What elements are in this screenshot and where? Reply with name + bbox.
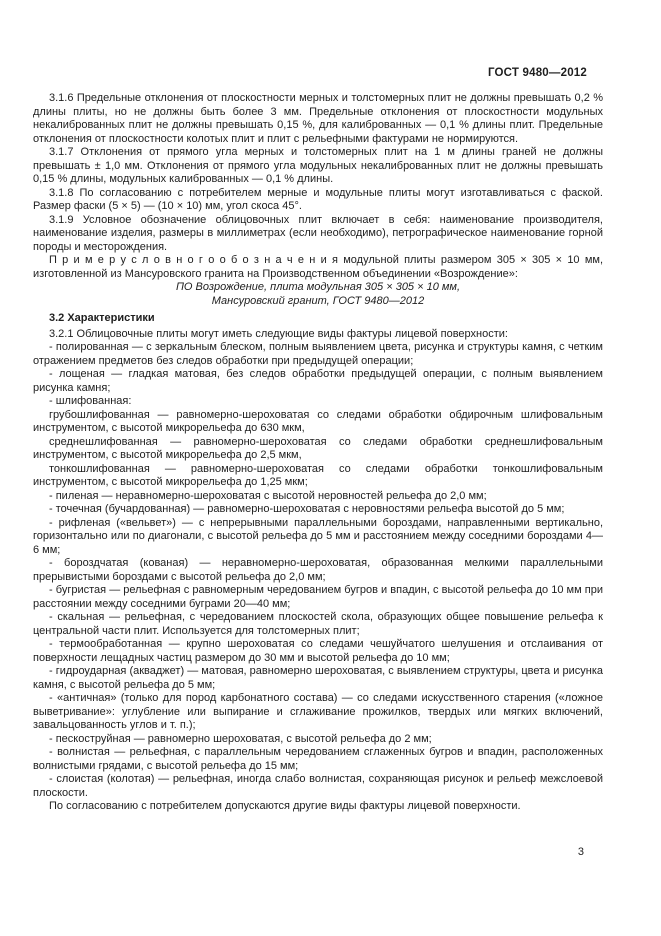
list-item-wavy: - волнистая — рельефная, с параллельным чередованием сглаженных бугров и впадин, расположенных волнистыми грядами, с высотой рельефа до 15 мм;	[33, 746, 603, 772]
page-number: 3	[577, 846, 584, 858]
clause-3-1-7: 3.1.7 Отклонения от прямого угла мерных и толстомерных плит на 1 м длины граней не должны превышать ± 1,0 мм. Отклонения от прямого угла модульных некалиброванных плит не должны превышать 0,15 % длины, модульных калиброванных — 0,1 % длины.	[33, 146, 603, 185]
list-item-layered: - слоистая (колотая) — рельефная, иногда слабо волнистая, сохраняющая рисунок и рельеф межслоевой плоскости.	[33, 773, 603, 799]
list-item-coarse-ground: грубошлифованная — равномерно-шероховатая со следами обработки обдирочным шлифовальным инструментом, с высотой микрорельефа до 630 мкм,	[33, 408, 603, 434]
list-item-antique: - «античная» (только для пород карбонатного состава) — со следами искусственного старения («ложное выветривание»: углубление или выпирание и сглаживание прожилков, твердых или мягких включений, завальцованность углов и т. п.);	[33, 692, 603, 731]
list-item-sawn: - пиленая — неравномерно-шероховатая с высотой неровностей рельефа до 2,0 мм;	[49, 489, 487, 502]
list-item-medium-ground: среднешлифованная — равномерно-шероховатая со следами обработки среднешлифовальным инструментом, с высотой микрорельефа до 2,5 мкм,	[33, 435, 603, 461]
list-item-polished: - полированная — с зеркальным блеском, полным выявлением цвета, рисунка и структуры камня, с четким отражением предметов без следов обработки при предыдущей операции;	[33, 341, 603, 367]
clause-3-1-6: 3.1.6 Предельные отклонения от плоскостности мерных и толстомерных плит не должны превышать 0,2 % длины плиты, но не должны быть более 3 мм. Предельные отклонения от плоскостности модульных некалиброванных плит не должны превышать 0,15 %, для калиброванных — 0,1 % длины плит. Предельные отклонения от плоскостности колотых плит и плит с рельефными фактурами не нормируются.	[33, 92, 603, 145]
list-item-waterjet: - гидроударная (акваджет) — матовая, равномерно шероховатая, с выявлением структуры, цвета и рисунка камня, с высотой рельефа до 5 мм;	[33, 665, 603, 691]
clause-3-2-1: 3.2.1 Облицовочные плиты могут иметь следующие виды фактуры лицевой поверхности:	[49, 327, 508, 340]
example-designation-line-2: Мансуровский гранит, ГОСТ 9480—2012	[211, 294, 425, 307]
list-item-bush-hammered: - точечная (бучардованная) — равномерно-шероховатая с неровностями рельефа высотой до 5 мм;	[49, 503, 565, 515]
document-code-header: ГОСТ 9480—2012	[487, 67, 587, 79]
list-item-heat-treated: - термообработанная — крупно шероховатая со следами чешуйчатого шелушения и отслаивания от поверхности лещадных частиц размером до 30 мм и высотой рельефа до 10 мм;	[33, 638, 603, 664]
list-item-fine-ground: тонкошлифованная — равномерно-шероховатая со следами обработки тонкошлифовальным инструментом, с высотой микрорельефа до 1,25 мкм;	[33, 462, 603, 488]
example-designation-line-1: ПО Возрождение, плита модульная 305 × 305 × 10 мм,	[175, 281, 461, 293]
list-item-honed: - лощеная — гладкая матовая, без следов обработки предыдущей операции, с полным выявлением рисунка камня;	[33, 368, 603, 394]
list-item-rock-face: - скальная — рельефная, с чередованием плоскостей скола, образующих общее повышение рельефа к центральной части плит. Используется для толстомерных плит;	[33, 611, 603, 637]
clause-3-1-8: 3.1.8 По согласованию с потребителем мерные и модульные плиты могут изготавливаться с фаской. Размер фаски (5 × 5) — (10 × 10) мм, угол скоса 45°.	[33, 186, 603, 212]
list-item-furrowed: - бороздчатая (кованая) — неравномерно-шероховатая, образованная мелкими параллельными прерывистыми бороздами с высотой рельефа до 2,0 мм;	[33, 557, 603, 583]
list-item-hummocky: - бугристая — рельефная с равномерным чередованием бугров и впадин, с высотой рельефа до 10 мм при расстоянии между соседними буграми 20—40 мм;	[33, 584, 603, 610]
clause-3-1-9: 3.1.9 Условное обозначение облицовочных плит включает в себя: наименование производителя, наименование изделия, размеры в миллиметрах (если необходимо), петрографическое наименование горной породы и месторождения.	[33, 213, 603, 253]
list-item-sandblasted: - пескоструйная — равномерно шероховатая, с высотой рельефа до 2 мм;	[49, 732, 432, 745]
note-other-textures: По согласованию с потребителем допускаются другие виды фактуры лицевой поверхности.	[49, 800, 521, 812]
example-designation-intro: П р и м е р у с л о в н о г о о б о з н а ч е н и я модульной плиты размером 305 × 305 × 10 мм, изготовленной из Мансуровского гранита на Производственном объединении «Возрождение»:	[33, 254, 603, 280]
section-heading-3-2: 3.2 Характеристики	[49, 312, 155, 324]
list-item-ground: - шлифованная:	[49, 395, 132, 407]
document-body	[33, 92, 603, 814]
list-item-corduroy: - рифленая («вельвет») — с непрерывными параллельными бороздами, направленными вертикально, горизонтально или по диагонали, с высотой рельефа до 5 мм и расстоянием между соседними бороздами 4—6 мм;	[33, 516, 603, 556]
